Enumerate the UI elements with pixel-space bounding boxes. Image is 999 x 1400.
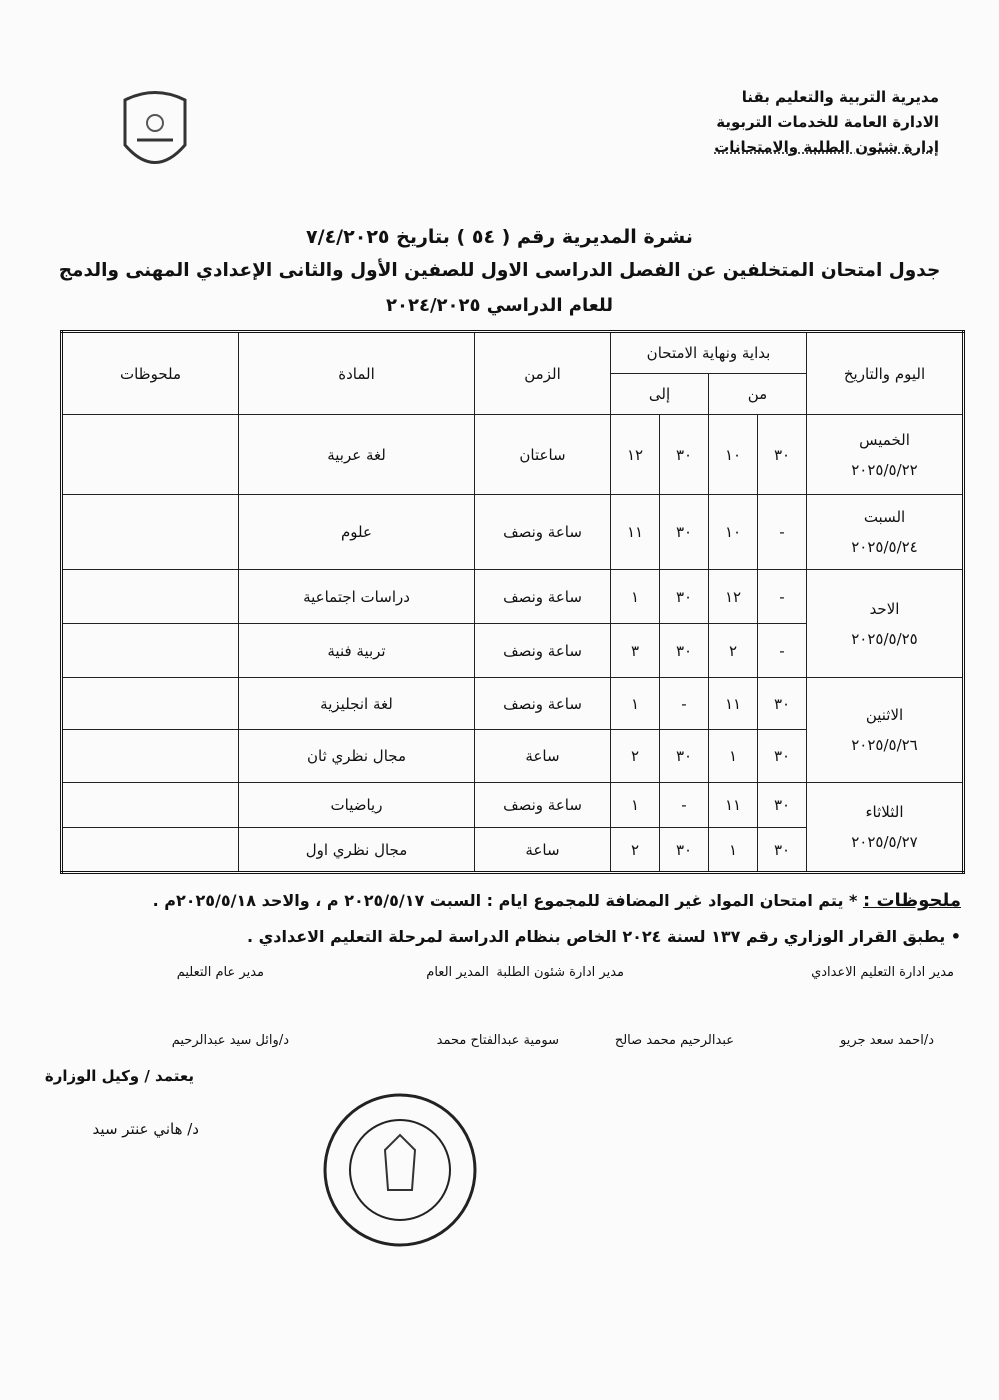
academic-year: للعام الدراسي ٢٠٢٤/٢٠٢٥ — [386, 295, 613, 316]
table-row — [62, 415, 964, 495]
signature-title: مدير ادارة شئون الطلبة — [496, 965, 624, 980]
to-hour: ٢ — [611, 730, 660, 783]
from-minute: ٣٠ — [758, 828, 807, 873]
exam-schedule-table — [60, 330, 965, 874]
official-stamp-icon — [320, 1090, 480, 1250]
from-hour: ١١ — [709, 783, 758, 828]
notes-cell — [62, 624, 239, 678]
day-cell: الاثنين ٢٠٢٥/٥/٢٦ — [807, 678, 964, 783]
notes-label: ملحوظات : — [862, 890, 961, 911]
to-minute: - — [660, 678, 709, 730]
to-hour: ١ — [611, 570, 660, 624]
notes-cell — [62, 783, 239, 828]
day-cell: الخميس ٢٠٢٥/٥/٢٢ — [807, 415, 964, 495]
header-line: الادارة العامة للخدمات التربوية — [716, 113, 939, 131]
to-minute: ٣٠ — [660, 730, 709, 783]
col-from: من — [709, 374, 807, 415]
notes-cell — [62, 730, 239, 783]
to-hour: ٢ — [611, 828, 660, 873]
directorate-logo-icon — [115, 85, 195, 180]
day-cell: الثلاثاء ٢٠٢٥/٥/٢٧ — [807, 783, 964, 873]
signature-title: مدير ادارة التعليم الاعدادي — [811, 965, 954, 980]
issuer-header — [714, 85, 939, 160]
duration-cell: ساعة ونصف — [475, 783, 611, 828]
col-start-end: بداية ونهاية الامتحان — [611, 332, 807, 374]
signature-name: د/وائل سيد عبدالرحيم — [171, 1033, 289, 1048]
to-hour: ١٢ — [611, 415, 660, 495]
day-cell: الاحد ٢٠٢٥/٥/٢٥ — [807, 570, 964, 678]
to-minute: ٣٠ — [660, 570, 709, 624]
notes-cell — [62, 415, 239, 495]
table-row — [62, 678, 964, 730]
bulletin-number: نشرة المديرية رقم ( ٥٤ ) بتاريخ ٧/٤/٢٠٢٥ — [306, 226, 693, 248]
subject-cell: لغة انجليزية — [239, 678, 475, 730]
duration-cell: ساعة ونصف — [475, 495, 611, 570]
from-hour: ١ — [709, 730, 758, 783]
col-day: اليوم والتاريخ — [807, 332, 964, 415]
duration-cell: ساعة ونصف — [475, 570, 611, 624]
from-minute: - — [758, 495, 807, 570]
header-line: مديرية التربية والتعليم بقنا — [741, 88, 939, 106]
day-cell: السبت ٢٠٢٥/٥/٢٤ — [807, 495, 964, 570]
subject-cell: دراسات اجتماعية — [239, 570, 475, 624]
page-title: جدول امتحان المتخلفين عن الفصل الدراسى الاول للصفين الأول والثانى الإعدادي المهنى والدمج — [58, 260, 941, 281]
to-hour: ١١ — [611, 495, 660, 570]
duration-cell: ساعة ونصف — [475, 624, 611, 678]
to-minute: ٣٠ — [660, 828, 709, 873]
header-line: إدارة شئون الطلبة والامتحانات — [714, 138, 939, 156]
note-2: • يطبق القرار الوزاري رقم ١٣٧ لسنة ٢٠٢٤ الخاص بنظام الدراسة لمرحلة التعليم الاعدادي . — [246, 927, 961, 946]
from-hour: ١٠ — [709, 415, 758, 495]
signature-name: عبدالرحيم محمد صالح — [614, 1033, 734, 1048]
from-minute: ٣٠ — [758, 783, 807, 828]
subject-cell: مجال نظري ثان — [239, 730, 475, 783]
subject-cell: مجال نظري اول — [239, 828, 475, 873]
from-minute: - — [758, 570, 807, 624]
duration-cell: ساعتان — [475, 415, 611, 495]
notes-cell — [62, 495, 239, 570]
to-hour: ٣ — [611, 624, 660, 678]
notes-section — [153, 883, 961, 955]
from-hour: ٢ — [709, 624, 758, 678]
col-subject: المادة — [239, 332, 475, 415]
signature-name: د/احمد سعد جريو — [840, 1033, 934, 1048]
from-minute: - — [758, 624, 807, 678]
from-hour: ١ — [709, 828, 758, 873]
notes-cell — [62, 828, 239, 873]
col-duration: الزمن — [475, 332, 611, 415]
approver-name: د/ هاني عنتر سيد — [92, 1120, 199, 1138]
note-1: * يتم امتحان المواد غير المضافة للمجموع ايام : السبت ٢٠٢٥/٥/١٧ م ، والاحد ٢٠٢٥/٥/١٨م . — [152, 891, 858, 910]
signature-title: مدير عام التعليم — [176, 965, 264, 980]
from-hour: ١١ — [709, 678, 758, 730]
duration-cell: ساعة ونصف — [475, 678, 611, 730]
to-minute: - — [660, 783, 709, 828]
approval-label: يعتمد / وكيل الوزارة — [44, 1067, 194, 1085]
col-notes: ملحوظات — [62, 332, 239, 415]
table-row — [62, 783, 964, 828]
subject-cell: تربية فنية — [239, 624, 475, 678]
from-hour: ١٢ — [709, 570, 758, 624]
duration-cell: ساعة — [475, 730, 611, 783]
signature-name: سومية عبدالفتاح محمد — [436, 1033, 559, 1048]
to-minute: ٣٠ — [660, 624, 709, 678]
signature-title: المدير العام — [426, 965, 489, 980]
from-hour: ١٠ — [709, 495, 758, 570]
from-minute: ٣٠ — [758, 415, 807, 495]
to-minute: ٣٠ — [660, 415, 709, 495]
to-hour: ١ — [611, 783, 660, 828]
table-row — [62, 570, 964, 624]
to-hour: ١ — [611, 678, 660, 730]
from-minute: ٣٠ — [758, 730, 807, 783]
subject-cell: لغة عربية — [239, 415, 475, 495]
col-to: إلى — [611, 374, 709, 415]
to-minute: ٣٠ — [660, 495, 709, 570]
subject-cell: رياضيات — [239, 783, 475, 828]
table-row — [62, 495, 964, 570]
notes-cell — [62, 570, 239, 624]
duration-cell: ساعة — [475, 828, 611, 873]
subject-cell: علوم — [239, 495, 475, 570]
notes-cell — [62, 678, 239, 730]
from-minute: ٣٠ — [758, 678, 807, 730]
